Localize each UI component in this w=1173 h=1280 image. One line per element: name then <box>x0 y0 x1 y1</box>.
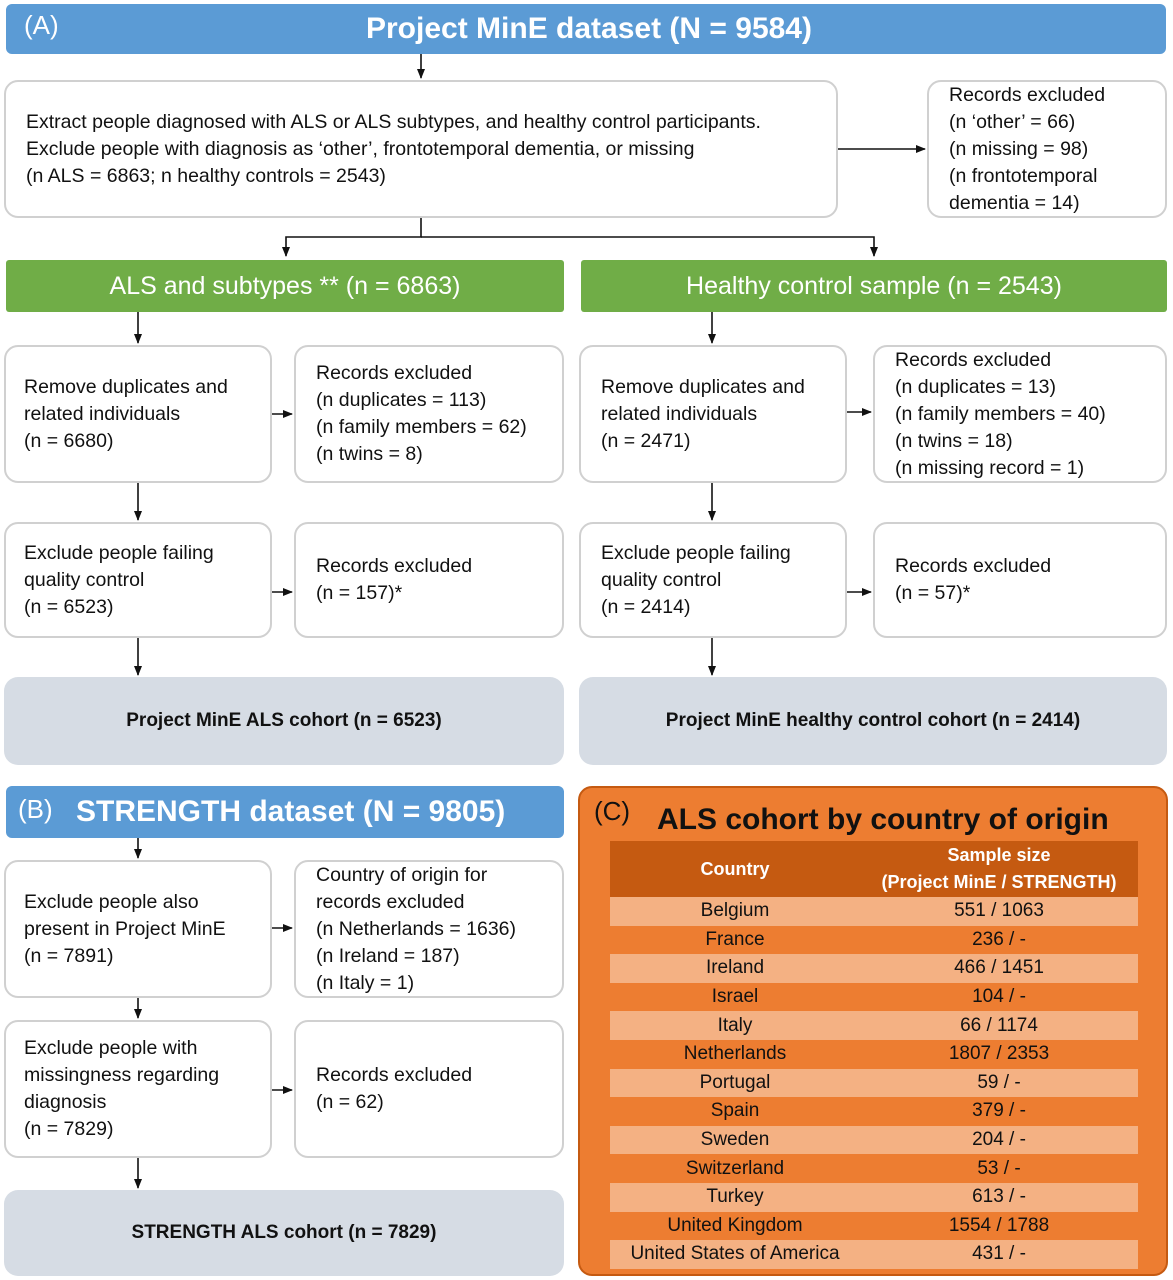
control-qc-excl-line-2: (n = 57)* <box>895 582 971 604</box>
control-dedup-box <box>579 345 847 483</box>
strength-overlap-box <box>4 860 272 998</box>
control-branch-header: Healthy control sample (n = 2543) <box>581 260 1167 312</box>
sample-size-cell: 466 / 1451 <box>954 957 1044 979</box>
control-qc-line-1: Exclude people failing <box>601 541 791 564</box>
sample-size-cell: 431 / - <box>972 1243 1026 1265</box>
country-cell: Ireland <box>705 957 765 979</box>
col-country-header: Country <box>700 858 770 879</box>
als-qc-excl-line-1: Records excluded <box>316 555 473 577</box>
sample-size-cell: 551 / 1063 <box>954 900 1044 922</box>
overlap-excl-line-1: Country of origin for <box>316 863 488 886</box>
panel-b-letter: (B) <box>18 794 53 824</box>
extract-line-1: Extract people diagnosed with ALS or ALS subtypes, and healthy control participants. <box>26 110 761 133</box>
panel-a-title: Project MinE dataset (N = 9584) <box>366 12 812 45</box>
country-cell: United Kingdom <box>667 1214 803 1236</box>
control-qc-box <box>579 522 847 638</box>
country-cell: Israel <box>711 986 759 1008</box>
panel-b-title: STRENGTH dataset (N = 9805) <box>76 795 506 828</box>
table-row <box>610 1097 1138 1126</box>
excluded-top-line-2: (n ‘other’ = 66) <box>949 110 1076 133</box>
country-table-body <box>610 897 1138 1269</box>
table-row <box>610 954 1138 983</box>
table-row <box>610 1126 1138 1155</box>
als-dedup-box <box>4 345 272 483</box>
sample-size-cell: 59 / - <box>977 1071 1021 1093</box>
table-row <box>610 1040 1138 1069</box>
sample-size-cell: 1554 / 1788 <box>948 1214 1050 1236</box>
als-cohort-box: Project MinE ALS cohort (n = 6523) <box>4 677 564 765</box>
overlap-line-3: (n = 7891) <box>24 944 114 967</box>
sample-size-cell: 236 / - <box>972 928 1026 950</box>
overlap-line-2: present in Project MinE <box>24 917 226 940</box>
country-cell: Italy <box>717 1014 753 1036</box>
control-dedup-excluded-box <box>873 345 1167 483</box>
sample-size-cell: 1807 / 2353 <box>948 1043 1050 1065</box>
panel-a-header <box>6 4 1166 54</box>
missing-excl-line-2: (n = 62) <box>316 1091 384 1113</box>
panel-c-title: ALS cohort by country of origin <box>657 803 1109 836</box>
table-row <box>610 1069 1138 1098</box>
col-size-header-line-2: (Project MinE / STRENGTH) <box>881 872 1117 892</box>
overlap-excl-line-3: (n Netherlands = 1636) <box>316 917 516 940</box>
control-dedup-line-2: related individuals <box>601 402 758 425</box>
extract-line-2: Exclude people with diagnosis as ‘other’, frontotemporal dementia, or missing <box>26 137 695 160</box>
missing-line-4: (n = 7829) <box>24 1118 114 1140</box>
control-dedup-excl-line-1: Records excluded <box>895 348 1052 371</box>
als-branch-header: ALS and subtypes ** (n = 6863) <box>6 260 564 312</box>
missing-line-1: Exclude people with <box>24 1037 198 1059</box>
strength-missing-box <box>4 1020 272 1158</box>
panel-c-letter: (C) <box>594 796 631 826</box>
table-row <box>610 1212 1138 1241</box>
overlap-line-1: Exclude people also <box>24 890 199 913</box>
als-qc-line-3: (n = 6523) <box>24 595 114 618</box>
panel-a-letter: (A) <box>24 10 59 40</box>
control-dedup-excl-line-4: (n twins = 18) <box>895 429 1013 452</box>
als-dedup-excl-line-3: (n family members = 62) <box>316 416 527 438</box>
als-dedup-line-1: Remove duplicates and <box>24 375 228 398</box>
control-dedup-line-3: (n = 2471) <box>601 429 691 452</box>
table-row <box>610 897 1138 926</box>
country-table <box>610 841 1138 1269</box>
als-dedup-excl-line-4: (n twins = 8) <box>316 443 423 465</box>
als-qc-excl-line-2: (n = 157)* <box>316 582 403 604</box>
panel-b-header <box>6 786 564 838</box>
country-cell: Netherlands <box>683 1043 787 1065</box>
sample-size-cell: 379 / - <box>972 1100 1026 1122</box>
control-qc-line-2: quality control <box>601 568 722 591</box>
country-cell: United States of America <box>630 1243 840 1265</box>
als-dedup-line-3: (n = 6680) <box>24 429 114 452</box>
excluded-top-line-1: Records excluded <box>949 83 1106 106</box>
overlap-excl-line-5: (n Italy = 1) <box>316 971 415 994</box>
missing-line-2: missingness regarding <box>24 1064 220 1086</box>
control-dedup-line-1: Remove duplicates and <box>601 375 805 398</box>
table-row <box>610 1154 1138 1183</box>
control-qc-excluded-box <box>873 522 1167 638</box>
col-size-header <box>860 842 1138 896</box>
country-cell: France <box>705 928 765 950</box>
table-row <box>610 1011 1138 1040</box>
sample-size-cell: 66 / 1174 <box>960 1014 1038 1036</box>
control-qc-excl-line-1: Records excluded <box>895 555 1052 577</box>
country-cell: Belgium <box>700 900 770 922</box>
sample-size-cell: 53 / - <box>977 1157 1021 1179</box>
table-row <box>610 926 1138 955</box>
control-cohort-box: Project MinE healthy control cohort (n = 2414) <box>579 677 1167 765</box>
strength-cohort-box: STRENGTH ALS cohort (n = 7829) <box>4 1190 564 1276</box>
table-row <box>610 983 1138 1012</box>
sample-size-cell: 204 / - <box>972 1129 1026 1151</box>
sample-size-cell: 104 / - <box>972 986 1026 1008</box>
country-cell: Spain <box>710 1100 760 1122</box>
excluded-top-line-4: (n frontotemporal <box>949 164 1098 187</box>
country-cell: Portugal <box>699 1071 771 1093</box>
control-qc-line-3: (n = 2414) <box>601 595 691 618</box>
table-row <box>610 1240 1138 1269</box>
missing-excl-line-1: Records excluded <box>316 1064 473 1086</box>
excluded-top-line-5: dementia = 14) <box>949 191 1080 214</box>
overlap-excl-line-2: records excluded <box>316 890 465 913</box>
control-dedup-excl-line-2: (n duplicates = 13) <box>895 375 1056 398</box>
control-dedup-excl-line-5: (n missing record = 1) <box>895 456 1085 479</box>
col-size-header-line-1: Sample size <box>947 845 1051 865</box>
strength-missing-excluded-box <box>294 1020 564 1158</box>
missing-line-3: diagnosis <box>24 1091 107 1113</box>
als-dedup-excluded-box <box>294 345 564 483</box>
country-cell: Sweden <box>700 1129 770 1151</box>
country-table-header <box>610 841 1138 897</box>
als-dedup-excl-line-2: (n duplicates = 113) <box>316 389 487 411</box>
als-dedup-excl-line-1: Records excluded <box>316 362 473 384</box>
sample-size-cell: 613 / - <box>972 1186 1026 1208</box>
country-cell: Turkey <box>706 1186 764 1208</box>
country-cell: Switzerland <box>685 1157 785 1179</box>
excluded-top-line-3: (n missing = 98) <box>949 137 1089 160</box>
excluded-top-box <box>927 80 1167 218</box>
als-qc-box <box>4 522 272 638</box>
control-dedup-excl-line-3: (n family members = 40) <box>895 402 1106 425</box>
extract-box <box>4 80 838 218</box>
extract-line-3: (n ALS = 6863; n healthy controls = 2543) <box>26 164 386 187</box>
strength-overlap-excluded-box <box>294 860 564 998</box>
als-qc-line-1: Exclude people failing <box>24 541 214 564</box>
als-qc-excluded-box <box>294 522 564 638</box>
overlap-excl-line-4: (n Ireland = 187) <box>316 944 460 967</box>
als-qc-line-2: quality control <box>24 568 145 591</box>
als-dedup-line-2: related individuals <box>24 402 181 425</box>
table-row <box>610 1183 1138 1212</box>
